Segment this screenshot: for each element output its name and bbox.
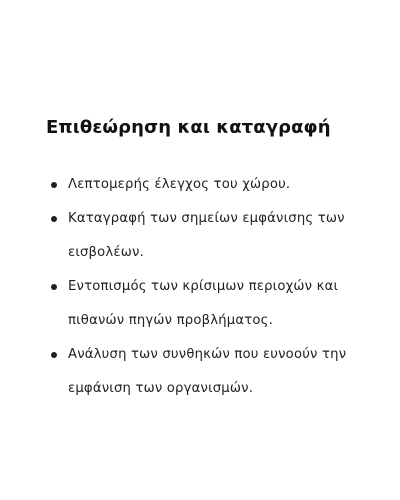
list-item-text: Ανάλυση των συνθηκών που ευνοούν την εμφάνιση των οργανισμών. — [68, 347, 347, 396]
bullet-dot-icon — [51, 352, 57, 358]
list-item-text: Λεπτομερής έλεγχος του χώρου. — [68, 177, 291, 192]
bullet-dot-icon — [51, 284, 57, 290]
list-item — [46, 202, 376, 270]
bullet-list — [46, 168, 376, 406]
list-item — [46, 270, 376, 338]
list-item — [46, 338, 376, 406]
bullet-dot-icon — [51, 182, 57, 188]
section-title: Επιθεώρηση και καταγραφή — [46, 117, 331, 138]
bullet-dot-icon — [51, 216, 57, 222]
list-item — [46, 168, 376, 202]
list-item-text: Εντοπισμός των κρίσιμων περιοχών και πιθανών πηγών προβλήματος. — [68, 279, 339, 328]
list-item-text: Καταγραφή των σημείων εμφάνισης των εισβολέων. — [68, 211, 345, 260]
